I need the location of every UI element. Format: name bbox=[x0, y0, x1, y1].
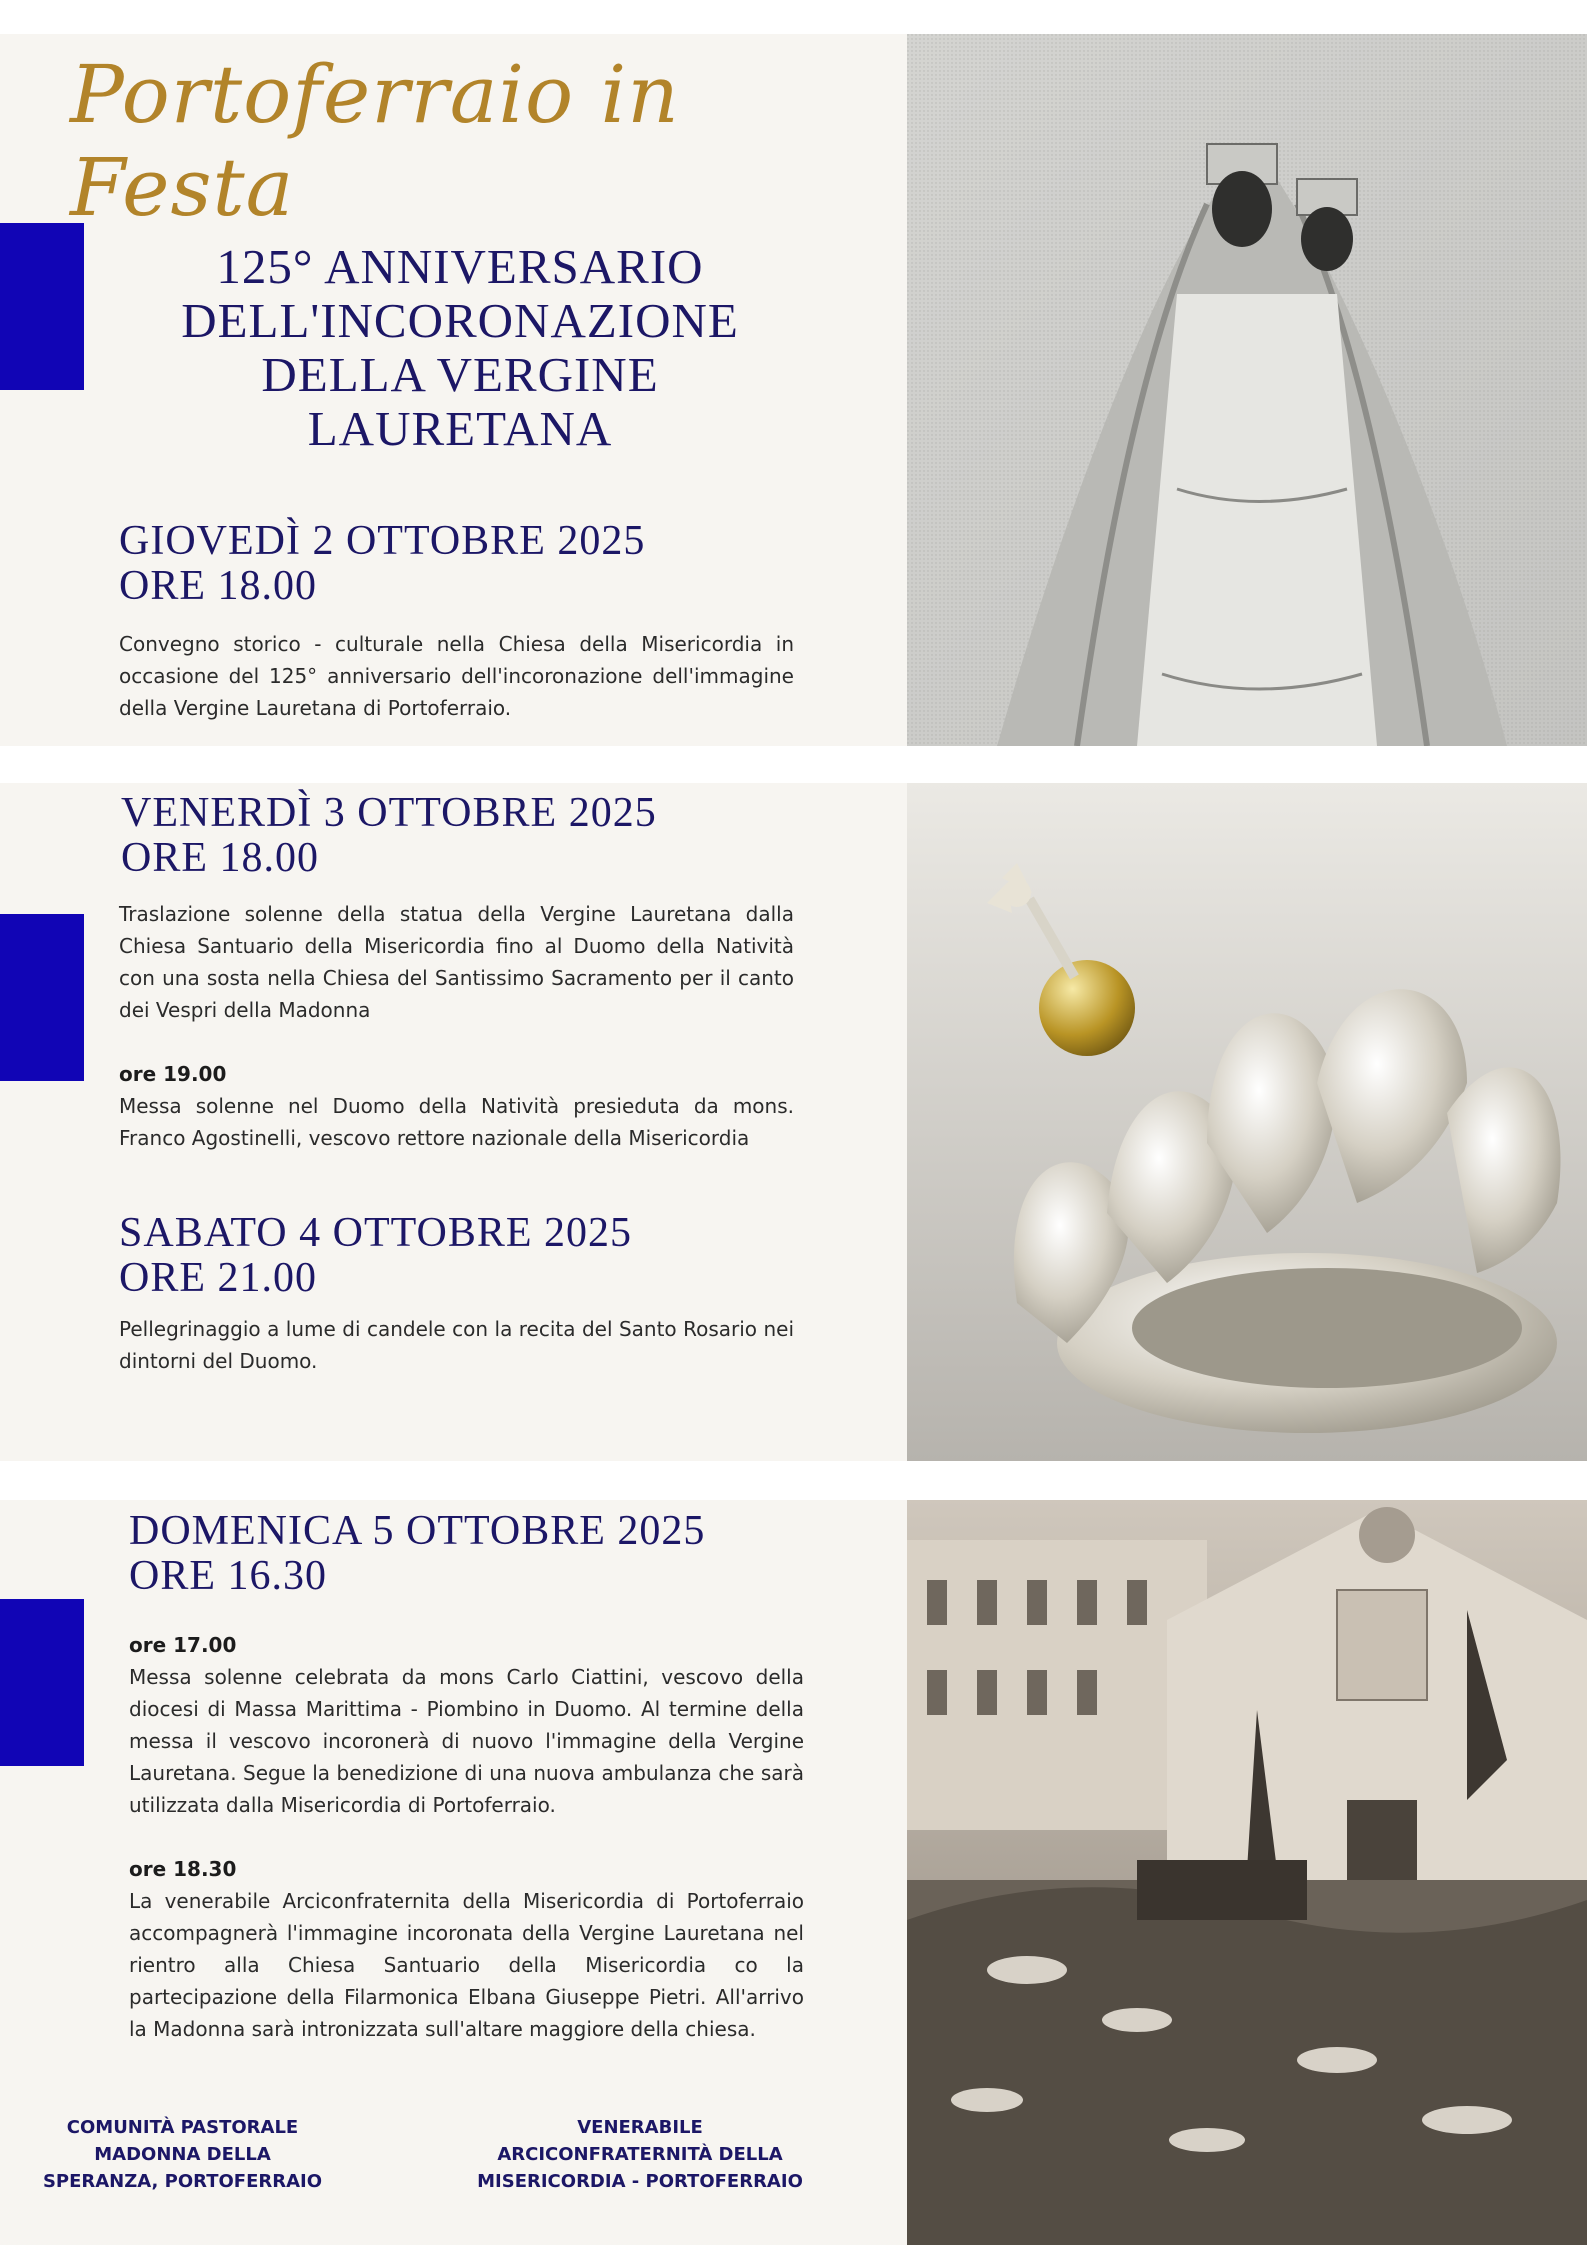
footer-organizer-1-line-2: MADONNA DELLA bbox=[94, 2144, 271, 2165]
day4-time: ORE 16.30 bbox=[129, 1553, 327, 1599]
day4-sub1-time: ore 17.00 bbox=[129, 1633, 237, 1657]
page-title: Portoferraio in Festa bbox=[70, 48, 680, 234]
day2-sub-time: ore 19.00 bbox=[119, 1062, 227, 1086]
day1-description: Convegno storico - culturale nella Chiesa della Misericordia in occasione del 125° anniversario dell'incoronazione dell'immagine della Vergine Lauretana di Portoferraio. bbox=[119, 632, 794, 720]
anniversary-line-1: 125° ANNIVERSARIO bbox=[216, 239, 704, 294]
footer-organizer-1-line-1: COMUNITÀ PASTORALE bbox=[66, 2117, 299, 2138]
footer-organizer-1 bbox=[20, 2114, 345, 2195]
footer-organizer-2-line-1: VENERABILE bbox=[577, 2117, 703, 2138]
anniversary-line-2: DELL'INCORONAZIONE bbox=[181, 293, 739, 348]
footer-organizer-1-line-3: SPERANZA, PORTOFERRAIO bbox=[42, 2171, 323, 2192]
day3-time: ORE 21.00 bbox=[119, 1255, 317, 1301]
day4-sub2-description: La venerabile Arciconfraternita della Misericordia di Portoferraio accompagnerà l'immagine incoronata della Vergine Lauretana nel rientro alla Chiesa Santuario della Misericordia co la partecipazione della Filarmonica Elbana Giuseppe Pietri. All'arrivo la Madonna sarà intronizzata sull'altare maggiore della chiesa. bbox=[129, 1889, 804, 2041]
day4-sub1-description: Messa solenne celebrata da mons Carlo Ciattini, vescovo della diocesi di Massa Marittima - Piombino in Duomo. Al termine della messa il vescovo incoronerà di nuovo l'immagine della Vergine Lauretana. Segue la benedizione di una nuova ambulanza che sarà utilizzata dalla Misericordia di Portoferraio. bbox=[129, 1665, 804, 1817]
accent-tab-3 bbox=[0, 1599, 84, 1766]
day4-sub2-time: ore 18.30 bbox=[129, 1857, 237, 1881]
silver-crown-image bbox=[907, 783, 1587, 1461]
day2-time: ORE 18.00 bbox=[121, 835, 319, 881]
anniversary-line-4: LAURETANA bbox=[307, 401, 613, 456]
day2-date: VENERDÌ 3 OTTOBRE 2025 bbox=[121, 790, 657, 836]
footer-organizer-2-line-2: ARCICONFRATERNITÀ DELLA bbox=[497, 2144, 783, 2165]
day2-sub-description: Messa solenne nel Duomo della Natività presieduta da mons. Franco Agostinelli, vescovo rettore nazionale della Misericordia bbox=[119, 1094, 794, 1150]
accent-tab-1 bbox=[0, 223, 84, 390]
footer-organizer-2 bbox=[470, 2114, 810, 2195]
footer-organizer-2-line-3: MISERICORDIA - PORTOFERRAIO bbox=[477, 2171, 803, 2192]
day3-date: SABATO 4 OTTOBRE 2025 bbox=[119, 1210, 633, 1256]
day4-date: DOMENICA 5 OTTOBRE 2025 bbox=[129, 1508, 706, 1554]
day2-description: Traslazione solenne della statua della Vergine Lauretana dalla Chiesa Santuario della Misericordia fino al Duomo della Natività con una sosta nella Chiesa del Santissimo Sacramento per il canto dei Vespri della Madonna bbox=[119, 902, 794, 1022]
historic-procession-image bbox=[907, 1500, 1587, 2245]
anniversary-heading bbox=[120, 240, 800, 456]
accent-tab-2 bbox=[0, 914, 84, 1081]
virgin-lauretana-image bbox=[907, 34, 1587, 746]
anniversary-line-3: DELLA VERGINE bbox=[261, 347, 659, 402]
day3-description: Pellegrinaggio a lume di candele con la recita del Santo Rosario nei dintorni del Duomo. bbox=[119, 1317, 794, 1373]
day1-date: GIOVEDÌ 2 OTTOBRE 2025 bbox=[119, 518, 646, 564]
day1-time: ORE 18.00 bbox=[119, 563, 317, 609]
